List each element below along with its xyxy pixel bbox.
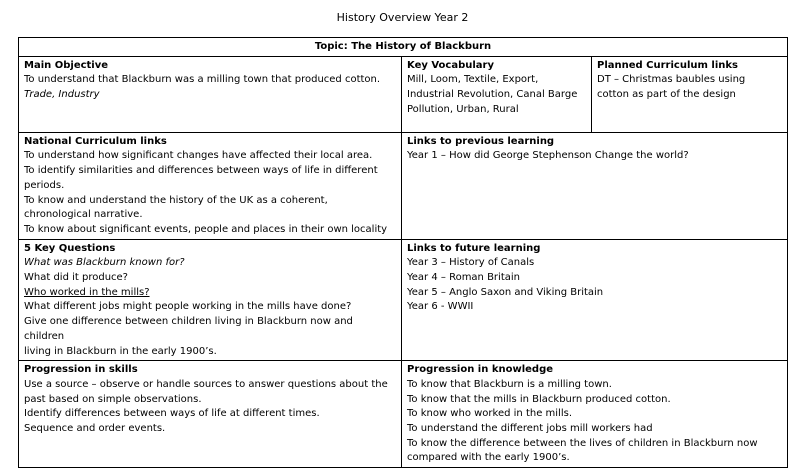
planned-curriculum-cell [592,56,788,132]
future-learning-cell [402,239,788,361]
future-learning-heading: Links to future learning [407,242,541,254]
skills-line: Identify differences between ways of life at different times. [24,408,320,420]
planned-curriculum-heading: Planned Curriculum links [597,59,738,71]
key-question: Give one difference between children living in Blackburn now and children [24,316,353,342]
national-curriculum-line: periods. [24,179,65,191]
knowledge-line: To know the difference between the lives of children in Blackburn now [407,437,758,449]
main-objective-line: To understand that Blackburn was a milling town that produced cotton. [24,74,381,86]
questions-row [19,239,788,361]
national-curriculum-line: To know about significant events, people and places in their own locality [24,223,388,235]
main-objective-cell [19,56,402,132]
knowledge-line: To know that Blackburn is a milling town. [407,378,612,390]
future-learning-line: Year 5 – Anglo Saxon and Viking Britain [407,286,604,298]
future-learning-line: Year 3 – History of Canals [407,257,535,269]
key-question: Who worked in the mills? [24,286,150,298]
skills-line: Sequence and order events. [24,423,166,435]
topic-row [19,38,788,57]
key-question: What was Blackburn known for? [24,257,185,269]
planned-curriculum-line: DT – Christmas baubles using [597,74,746,86]
knowledge-line: To understand the different jobs mill workers had [407,423,653,435]
overview-table [18,37,788,468]
knowledge-line: To know that the mills in Blackburn produced cotton. [407,393,671,405]
knowledge-heading: Progression in knowledge [407,364,554,376]
key-question: living in Blackburn in the early 1900’s. [24,345,217,357]
progression-row [19,361,788,468]
previous-learning-cell [402,132,788,239]
main-objective-line: Trade, Industry [24,89,100,101]
future-learning-line: Year 4 – Roman Britain [407,272,520,284]
skills-heading: Progression in skills [24,364,138,376]
skills-cell [19,361,402,468]
key-vocabulary-cell [402,56,592,132]
key-vocabulary-line: Industrial Revolution, Canal Barge [407,89,578,101]
national-curriculum-line: chronological narrative. [24,209,143,221]
knowledge-line: compared with the early 1900’s. [407,452,570,464]
knowledge-line: To know who worked in the mills. [407,408,572,420]
national-curriculum-cell [19,132,402,239]
skills-line: Use a source – observe or handle sources to answer questions about the [24,378,388,390]
key-questions-heading: 5 Key Questions [24,242,116,254]
key-vocabulary-line: Pollution, Urban, Rural [407,103,519,115]
national-curriculum-heading: National Curriculum links [24,135,167,147]
key-vocabulary-heading: Key Vocabulary [407,59,494,71]
document-title: History Overview Year 2 [336,11,469,24]
main-objective-heading: Main Objective [24,59,109,71]
national-curriculum-line: To understand how significant changes have affected their local area. [24,150,373,162]
future-learning-line: Year 6 - WWII [407,301,474,313]
key-question: What different jobs might people working in the mills have done? [24,301,352,313]
national-curriculum-line: To identify similarities and differences between ways of life in different [24,165,378,177]
national-curriculum-line: To know and understand the history of the UK as a coherent, [24,194,328,206]
planned-curriculum-line: cotton as part of the design [597,89,736,101]
curriculum-row [19,132,788,239]
key-questions-cell [19,239,402,361]
knowledge-cell [402,361,788,468]
previous-learning-line: Year 1 – How did George Stephenson Change the world? [407,150,689,162]
topic-title: Topic: The History of Blackburn [19,38,788,57]
skills-line: past based on simple observations. [24,393,202,405]
key-vocabulary-line: Mill, Loom, Textile, Export, [407,74,539,86]
key-question: What did it produce? [24,272,128,284]
previous-learning-heading: Links to previous learning [407,135,555,147]
objective-row [19,56,788,132]
